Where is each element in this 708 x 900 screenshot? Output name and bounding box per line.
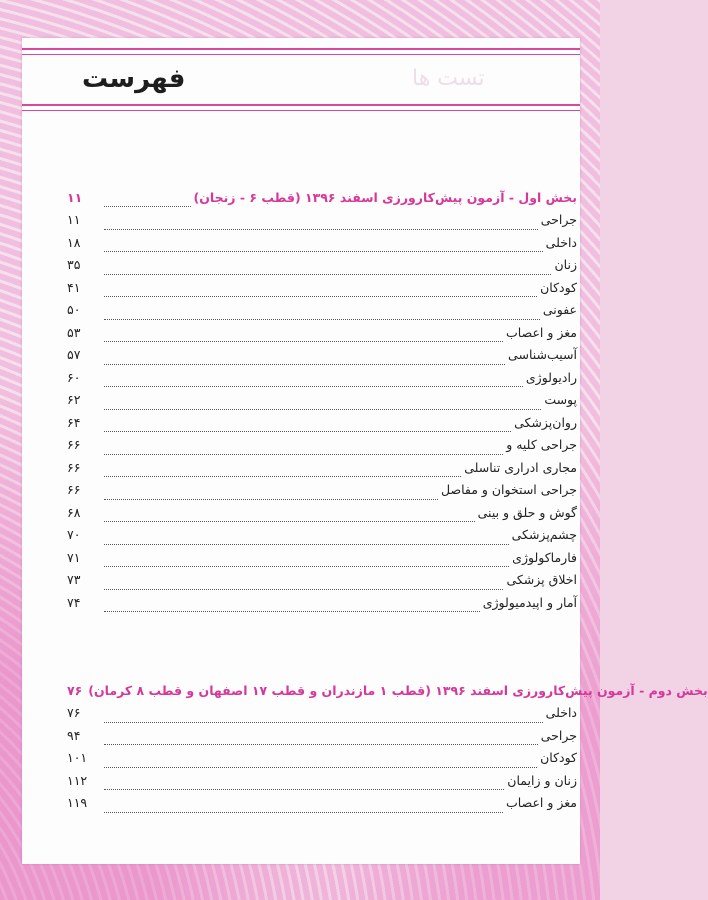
leader-dots — [104, 274, 551, 275]
entry-page: ۶۶ — [67, 482, 81, 497]
entry-label: کودکان — [540, 750, 577, 765]
entry-label: روان‌پزشکی — [514, 414, 577, 430]
entry-label: زنان و زایمان — [507, 772, 577, 788]
entry-label: آسیب‌شناسی — [508, 347, 577, 362]
leader-dots — [104, 611, 480, 612]
leader-dots — [104, 229, 538, 230]
toc-entry[interactable] — [67, 437, 577, 460]
leader-dots — [104, 386, 523, 387]
toc-entry[interactable] — [67, 728, 577, 751]
entry-label: داخلی — [545, 234, 577, 250]
entry-page: ۵۰ — [67, 302, 81, 317]
leader-dots — [104, 319, 540, 320]
toc-entry[interactable] — [67, 302, 577, 325]
toc-entry[interactable] — [67, 370, 577, 393]
header-rule-bottom-thin — [22, 110, 580, 111]
toc-section-1 — [67, 190, 577, 617]
leader-dots — [104, 812, 503, 813]
section-title: بخش دوم - آزمون پیش‌کارورزی اسفند ۱۳۹۶ (قطب ۱ مازندران و قطب ۱۷ اصفهان و قطب ۸ کرمان) — [88, 683, 708, 698]
entry-label: پوست — [544, 392, 577, 407]
leader-dots — [104, 409, 541, 410]
leader-dots — [104, 431, 511, 432]
toc-entry[interactable] — [67, 705, 577, 728]
entry-label: رادیولوژی — [525, 369, 577, 385]
toc-entry[interactable] — [67, 325, 577, 348]
ghost-text: تست ها — [412, 66, 485, 91]
toc-entry[interactable] — [67, 572, 577, 595]
entry-page: ۶۶ — [67, 437, 81, 452]
leader-dots — [104, 206, 191, 207]
entry-label: اخلاق پزشکی — [506, 572, 577, 587]
entry-page: ۴۱ — [67, 279, 81, 295]
entry-label: زنان — [554, 257, 577, 272]
toc-entry[interactable] — [67, 212, 577, 235]
toc-entry[interactable] — [67, 415, 577, 438]
leader-dots — [104, 476, 461, 477]
leader-dots — [104, 789, 504, 790]
page-title: فهرست — [82, 64, 186, 94]
entry-page: ۷۱ — [67, 549, 81, 565]
leader-dots — [104, 544, 509, 545]
entry-label: مغز و اعصاب — [506, 795, 577, 810]
leader-dots — [104, 364, 505, 365]
toc-entry[interactable] — [67, 750, 577, 773]
toc-entry[interactable] — [67, 595, 577, 618]
leader-dots — [104, 454, 503, 455]
leader-dots — [104, 341, 503, 342]
leader-dots — [104, 566, 509, 567]
section-heading[interactable] — [67, 683, 708, 705]
toc-entry[interactable] — [67, 550, 577, 573]
toc-entry[interactable] — [67, 527, 577, 550]
section-heading[interactable] — [67, 190, 577, 212]
entry-label: جراحی — [540, 212, 577, 227]
entry-label: جراحی استخوان و مفاصل — [440, 482, 577, 497]
toc-entry[interactable] — [67, 235, 577, 258]
entry-label: داخلی — [545, 705, 577, 720]
entry-page: ۷۳ — [67, 572, 81, 587]
entry-page: ۵۷ — [67, 347, 81, 362]
leader-dots — [104, 722, 543, 723]
toc-entry[interactable] — [67, 460, 577, 483]
toc-entry[interactable] — [67, 392, 577, 415]
section-page-number: ۷۶ — [67, 683, 83, 698]
toc-entry[interactable] — [67, 795, 577, 818]
header-rule-top-thin — [22, 54, 580, 55]
header-rule-top — [22, 48, 580, 50]
entry-label: مجاری ادراری تناسلی — [464, 459, 577, 475]
entry-label: گوش و حلق و بینی — [477, 504, 577, 520]
entry-label: آمار و اپیدمیولوژی — [482, 594, 577, 610]
entry-page: ۶۸ — [67, 504, 81, 520]
entry-page: ۱۱ — [67, 212, 81, 227]
toc-entry[interactable] — [67, 257, 577, 280]
entry-page: ۵۳ — [67, 324, 81, 340]
entry-label: فارماکولوژی — [512, 549, 577, 565]
entry-label: مغز و اعصاب — [506, 324, 577, 340]
toc-section-2 — [67, 683, 708, 818]
entry-page: ۶۲ — [67, 392, 81, 407]
entry-label: چشم‌پزشکی — [511, 527, 577, 542]
toc-entry[interactable] — [67, 505, 577, 528]
entry-label: عفونی — [542, 302, 577, 317]
entry-page: ۷۰ — [67, 527, 81, 542]
leader-dots — [104, 589, 503, 590]
toc-entry[interactable] — [67, 347, 577, 370]
entry-page: ۱۱۲ — [67, 772, 88, 788]
entry-page: ۱۸ — [67, 234, 81, 250]
toc-entry[interactable] — [67, 482, 577, 505]
leader-dots — [104, 521, 475, 522]
entry-page: ۶۴ — [67, 414, 81, 430]
entry-page: ۱۰۱ — [67, 750, 88, 765]
entry-page: ۳۵ — [67, 257, 81, 272]
toc-entry[interactable] — [67, 773, 577, 796]
toc-entry[interactable] — [67, 280, 577, 303]
section-page-number: ۱۱ — [67, 190, 83, 205]
entry-page: ۶۰ — [67, 369, 81, 385]
entry-label: جراحی — [540, 727, 577, 743]
leader-dots — [104, 499, 438, 500]
leader-dots — [104, 251, 543, 252]
entry-page: ۹۴ — [67, 727, 81, 743]
section-title: بخش اول - آزمون پیش‌کارورزی اسفند ۱۳۹۶ (قطب ۶ - زنجان) — [193, 190, 577, 205]
toc-panel — [22, 38, 708, 864]
entry-label: کودکان — [540, 279, 577, 295]
entry-page: ۷۴ — [67, 594, 81, 610]
entry-page: ۶۶ — [67, 459, 81, 475]
entry-page: ۷۶ — [67, 705, 81, 720]
entry-label: جراحی کلیه و — [506, 437, 577, 452]
entry-page: ۱۱۹ — [67, 795, 88, 810]
leader-dots — [104, 296, 537, 297]
leader-dots — [104, 767, 537, 768]
leader-dots — [104, 744, 538, 745]
header-rule-bottom — [22, 104, 580, 106]
